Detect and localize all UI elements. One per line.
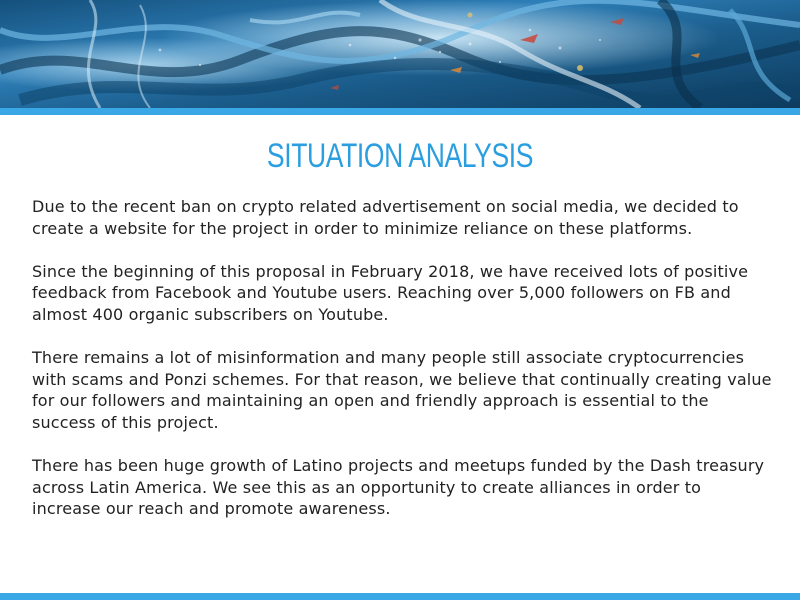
paragraph-feedback-growth: Since the beginning of this proposal in February 2018, we have received lots of positive feedback from Facebook and Youtube users. Reaching over 5,000 followers on FB and almost 400 organic subscribers on Youtube. [32, 261, 749, 324]
paragraph-misinformation: There remains a lot of misinformation and many people still associate cryptocurrencies with scams and Ponzi schemes. For that reason, we believe that continually creating value for our followers and maintaining an open and friendly approach is essential to the success of this project. [32, 348, 772, 432]
footer-divider-bar [0, 593, 800, 600]
abstract-painting-graphic [0, 0, 800, 108]
header-banner-image [0, 0, 800, 108]
paragraph-social-media-ban: Due to the recent ban on crypto related advertisement on social media, we decided to create a website for the project in order to minimize reliance on these platforms. [32, 197, 739, 238]
paragraph-latino-projects: There has been huge growth of Latino projects and meetups funded by the Dash treasury across Latin America. We see this as an opportunity to create alliances in order to increase our reach and promote awareness. [32, 456, 765, 519]
page-title: SITUATION ANALYSIS [266, 137, 534, 175]
document-body [32, 196, 772, 520]
banner-divider-bar [0, 108, 800, 115]
